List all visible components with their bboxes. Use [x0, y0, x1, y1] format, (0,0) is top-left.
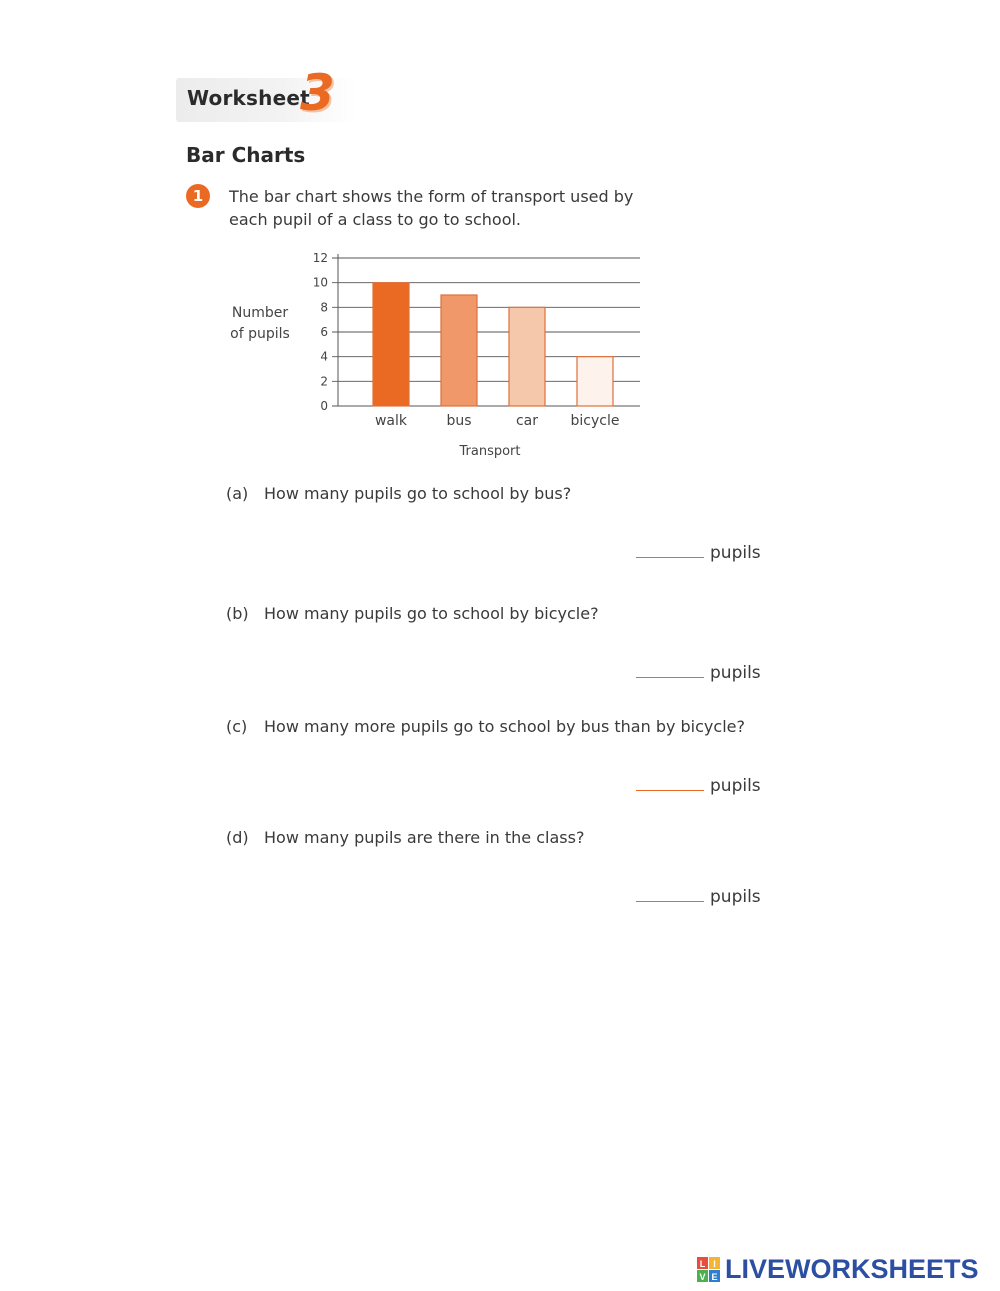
y-tick-label: 6: [320, 325, 328, 339]
y-tick-label: 10: [312, 275, 328, 290]
subquestion-label: (c): [226, 717, 248, 736]
badge-letter: L: [699, 1258, 706, 1269]
answer-row: [636, 887, 761, 907]
section-title: Bar Charts: [186, 143, 306, 167]
y-tick-label: 8: [320, 300, 328, 315]
liveworksheets-logo: [697, 1254, 979, 1285]
subquestion-a: [226, 484, 571, 503]
y-tick-label: 12: [312, 251, 328, 265]
answer-row: [636, 663, 761, 683]
answer-blank[interactable]: [636, 676, 704, 678]
y-tick-label: 4: [320, 349, 328, 364]
bar-car: [509, 307, 545, 406]
y-tick-label: 2: [320, 374, 328, 389]
subquestion-label: (b): [226, 604, 249, 623]
subquestion-text: How many pupils go to school by bus?: [264, 484, 572, 503]
x-axis-title: Transport: [459, 444, 521, 459]
subquestion-c: [226, 717, 745, 736]
x-tick-label: walk: [374, 413, 408, 429]
subquestion-d: [226, 828, 584, 847]
bar-bus: [441, 295, 477, 406]
worksheet-number: 3: [300, 64, 335, 122]
subquestion-text: How many more pupils go to school by bus than by bicycle?: [264, 717, 745, 736]
answer-row: [636, 543, 761, 563]
badge-letter: I: [713, 1258, 716, 1269]
answer-row: [636, 776, 761, 796]
subquestion-b: [226, 604, 599, 623]
y-tick-label: 0: [320, 399, 328, 413]
x-tick-label: bicycle: [570, 413, 620, 429]
liveworksheets-badge-icon: [697, 1257, 721, 1283]
question-number-badge: 1: [186, 184, 210, 208]
worksheet-label: Worksheet: [187, 86, 310, 110]
y-axis-title: Number: [231, 305, 289, 321]
answer-blank[interactable]: [636, 556, 704, 558]
bar-bicycle: [577, 357, 613, 406]
brand-name: LIVEWORKSHEETS: [725, 1254, 979, 1284]
badge-letter: V: [699, 1271, 706, 1282]
answer-unit: pupils: [710, 663, 761, 683]
subquestion-label: (a): [226, 484, 249, 503]
answer-blank[interactable]: [636, 900, 704, 902]
transport-bar-chart: [222, 236, 662, 466]
question-intro: The bar chart shows the form of transport used by each pupil of a class to go to school.: [229, 187, 634, 229]
answer-blank[interactable]: [636, 789, 704, 791]
y-axis-title: of pupils: [230, 326, 290, 342]
answer-unit: pupils: [710, 543, 761, 563]
subquestion-label: (d): [226, 828, 249, 847]
answer-unit: pupils: [710, 887, 761, 907]
answer-unit: pupils: [710, 776, 761, 796]
bar-walk: [373, 283, 409, 406]
x-tick-label: bus: [446, 413, 472, 429]
badge-letter: E: [711, 1271, 718, 1282]
subquestion-text: How many pupils go to school by bicycle?: [264, 604, 599, 623]
subquestion-text: How many pupils are there in the class?: [264, 828, 585, 847]
x-tick-label: car: [515, 413, 539, 429]
